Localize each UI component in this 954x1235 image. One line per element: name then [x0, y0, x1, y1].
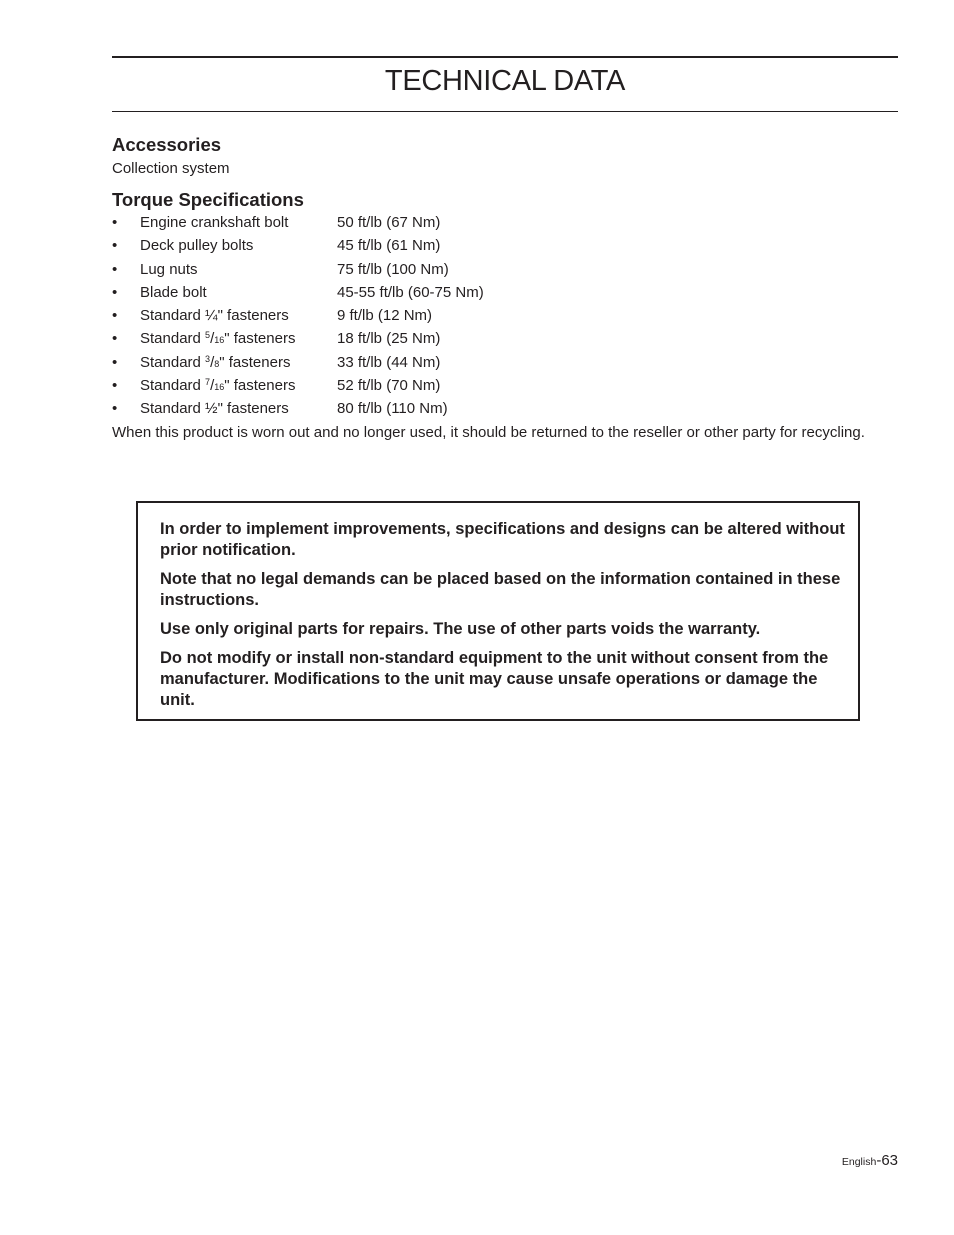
torque-item-name: [140, 306, 289, 325]
bullet: •: [112, 377, 118, 395]
torque-item-value: 45 ft/lb (61 Nm): [337, 237, 441, 255]
name-prefix: Standard: [140, 377, 206, 395]
torque-item-value: 9 ft/lb (12 Nm): [337, 307, 433, 325]
fraction: ¼: [205, 307, 218, 325]
name-prefix: Standard: [140, 307, 206, 325]
torque-item: [112, 399, 612, 422]
torque-item-name: Deck pulley bolts: [140, 237, 254, 255]
recycling-text: When this product is worn out and no longer used, it should be returned to the reseller or other party for recycling.: [112, 424, 865, 441]
fraction-denominator: 16: [214, 335, 225, 346]
accessories-heading: Accessories: [112, 134, 222, 155]
torque-item: [112, 376, 612, 399]
notice-paragraph: In order to implement improvements, specifications and designs can be altered without prior notification.: [160, 520, 845, 559]
torque-list: [112, 213, 612, 423]
name-suffix: " fasteners: [217, 307, 289, 325]
torque-item-name: [140, 399, 289, 418]
torque-item-value: 33 ft/lb (44 Nm): [337, 353, 441, 371]
fraction-numerator: 3: [205, 353, 211, 364]
torque-item-name: Standard $^3$/8" fasteners: [140, 353, 291, 371]
header-rule-top: [112, 56, 898, 58]
torque-item-name: Blade bolt: [140, 283, 207, 301]
fraction: ½: [205, 400, 218, 418]
torque-item: [112, 213, 612, 236]
footer-separator: -: [876, 1152, 882, 1169]
name-prefix: Standard: [140, 353, 206, 371]
name-prefix: Standard: [140, 330, 206, 348]
torque-item-value: 75 ft/lb (100 Nm): [337, 260, 449, 278]
torque-item-value: 52 ft/lb (70 Nm): [337, 377, 441, 395]
torque-item: [112, 236, 612, 259]
name-suffix: " fasteners: [217, 400, 289, 418]
torque-item: [112, 329, 612, 352]
notice-paragraph: Note that no legal demands can be placed based on the information contained in these instructions.: [160, 570, 841, 609]
notice-paragraph: Use only original parts for repairs. The use of other parts voids the warranty.: [160, 620, 761, 638]
torque-item: [112, 306, 612, 329]
bullet: •: [112, 283, 118, 301]
page-title: TECHNICAL DATA: [384, 65, 626, 97]
accessories-text: Collection system: [112, 160, 230, 177]
name-suffix: " fasteners: [224, 330, 296, 348]
name-suffix: " fasteners: [224, 377, 296, 395]
bullet: •: [112, 214, 118, 231]
torque-item-name: Lug nuts: [140, 260, 198, 278]
name-prefix: Standard: [140, 400, 206, 418]
torque-item-value: 45-55 ft/lb (60-75 Nm): [337, 283, 484, 301]
torque-item-value: 50 ft/lb (67 Nm): [337, 214, 441, 231]
fraction-numerator: 7: [205, 377, 211, 388]
torque-item-name: Standard $^5$/16" fasteners: [140, 330, 296, 348]
torque-item-value: 80 ft/lb (110 Nm): [337, 400, 448, 418]
fraction-denominator: 16: [214, 382, 225, 393]
notice-paragraph: Do not modify or install non-standard equipment to the unit without consent from the manufacturer. Modifications to the unit may cause unsafe operations or damage the unit.: [160, 649, 829, 709]
torque-item: [112, 260, 612, 283]
footer-language: English: [841, 1156, 877, 1168]
name-suffix: " fasteners: [219, 353, 291, 371]
bullet: •: [112, 260, 118, 278]
bullet: •: [112, 237, 118, 255]
torque-item-name: Engine crankshaft bolt: [140, 214, 289, 231]
notice-box: [136, 501, 860, 721]
page-footer: [842, 1152, 898, 1169]
torque-item: [112, 283, 612, 306]
bullet: •: [112, 400, 118, 418]
torque-item-value: 18 ft/lb (25 Nm): [337, 330, 441, 348]
torque-item: [112, 353, 612, 376]
page-number: 63: [881, 1152, 898, 1169]
bullet: •: [112, 307, 118, 325]
header-rule-bottom: [112, 111, 898, 112]
bullet: •: [112, 353, 118, 371]
fraction-denominator: 8: [214, 358, 220, 369]
torque-heading: Torque Specifications: [112, 189, 304, 210]
fraction-numerator: 5: [205, 330, 211, 341]
torque-item-name: Standard $^7$/16" fasteners: [140, 377, 296, 395]
bullet: •: [112, 330, 118, 348]
